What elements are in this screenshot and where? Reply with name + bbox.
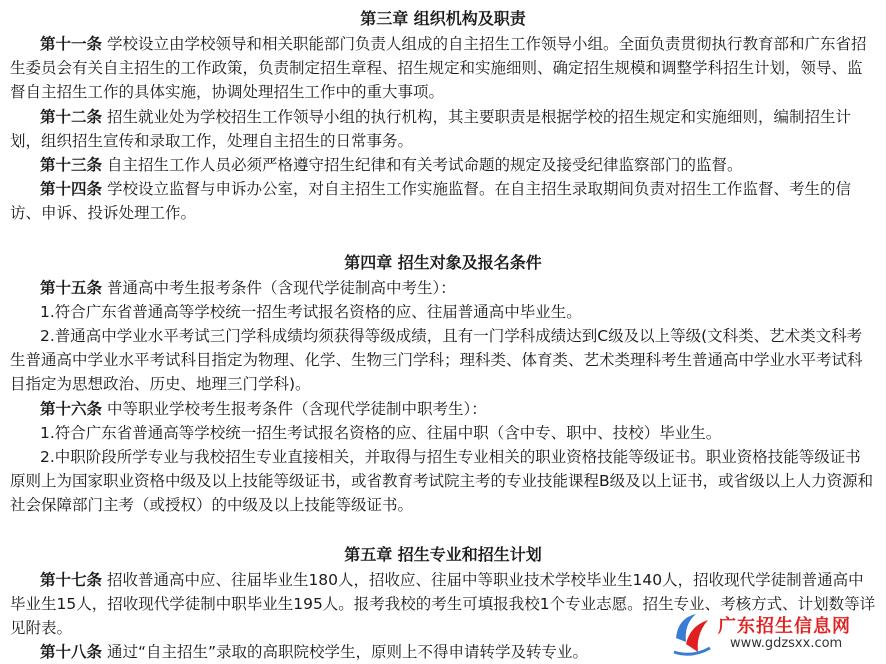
- article-16-item-2: 2.中职阶段所学专业与我校招生专业直接相关，并取得与招生专业相关的职业资格技能等级证书。职业资格技能等级证书原则上为国家职业资格中级及以上技能等级证书，或省教育考试院主考的专业技能课程B级及以上证书，或省级以上人力资源和社会保障部门主考（或授权）的中级及以上技能等级证书。: [10, 448, 874, 515]
- article-text: 招生就业处为学校招生工作领导小组的执行机构，其主要职责是根据学校的招生规定和实施细则，编制招生计划，组织招生宣传和录取工作，处理自主招生的日常事务。: [10, 107, 851, 150]
- watermark-url: www.gdzsxx.com: [730, 636, 843, 651]
- article-label: 第十六条: [40, 399, 103, 418]
- article-text: 学校设立由学校领导和相关职能部门负责人组成的自主招生工作领导小组。全面负责贯彻执行教育部和广东省招生委员会有关自主招生的工作政策，负责制定招生章程、招生规定和实施细则、确定招生规模和调整学科招生计划，领导、监督自主招生工作的具体实施，协调处理招生工作中的重大事项。: [10, 35, 867, 102]
- article-label: 第十八条: [40, 643, 103, 662]
- article-label: 第十一条: [40, 35, 103, 53]
- article-text: 自主招生工作人员必须严格遵守招生纪律和有关考试命题的规定及接受纪律监察部门的监督。: [102, 156, 743, 175]
- document: [10, 6, 876, 664]
- article-text: 通过“自主招生”录取的高职院校学生，原则上不得申请转学及转专业。: [102, 643, 589, 662]
- chapter-5-title: 第五章 招生专业和招生计划: [344, 544, 542, 564]
- article-text: 招收普通高中应、往届毕业生180人，招收应、往届中等职业技术学校毕业生140人，招收现代学徒制普通高中毕业生15人，招收现代学徒制中职毕业生195人。报考我校的考生可填报我校1个专业志愿。招生专业、考核方式、计划数等详见附表。: [10, 570, 876, 638]
- site-watermark: [670, 608, 882, 660]
- article-16: [10, 397, 876, 421]
- article-label: 第十五条: [40, 278, 103, 297]
- chapter-3-title: 第三章 组织机构及职责: [360, 9, 526, 28]
- watermark-site-name: 广东招生信息网: [718, 616, 851, 637]
- article-12: [10, 105, 876, 153]
- article-label: 第十三条: [40, 156, 103, 175]
- article-label: 第十七条: [40, 570, 103, 589]
- article-text: 中等职业学校考生报考条件（含现代学徒制中职考生）：: [102, 399, 487, 418]
- article-15-item-1: 1.符合广东省普通高等学校统一招生考试报名资格的应、往届普通高中毕业生。: [40, 302, 582, 321]
- article-text: 学校设立监督与申诉办公室，对自主招生工作实施监督。在自主招生录取期间负责对招生工作监督、考生的信访、申诉、投诉处理工作。: [10, 180, 851, 223]
- article-label: 第十四条: [40, 180, 103, 199]
- article-label: 第十二条: [40, 107, 103, 126]
- article-15-item-2: 2.普通高中学业水平考试三门学科成绩均须获得等级成绩，且有一门学科成绩达到C级及以上等级(文科类、艺术类文科考生普通高中学业水平考试科目指定为物理、化学、生物三门学科；理科类、体育类、艺术类理科考生普通高中学业水平考试科目指定为思想政治、历史、地理三门学科)。: [10, 327, 863, 394]
- article-11: [10, 32, 876, 105]
- article-15: [10, 276, 876, 300]
- article-14: [10, 177, 876, 225]
- article-16-item-1: 1.符合广东省普通高等学校统一招生考试报名资格的应、往届中职（含中专、职中、技校）毕业生。: [40, 423, 722, 442]
- article-13: [10, 153, 876, 177]
- article-text: 普通高中考生报考条件（含现代学徒制高中考生）：: [102, 278, 456, 297]
- chapter-4-title: 第四章 招生对象及报名条件: [344, 252, 542, 272]
- watermark-logo-icon: [670, 608, 714, 660]
- section-gap: [10, 518, 876, 542]
- section-gap: [10, 226, 876, 250]
